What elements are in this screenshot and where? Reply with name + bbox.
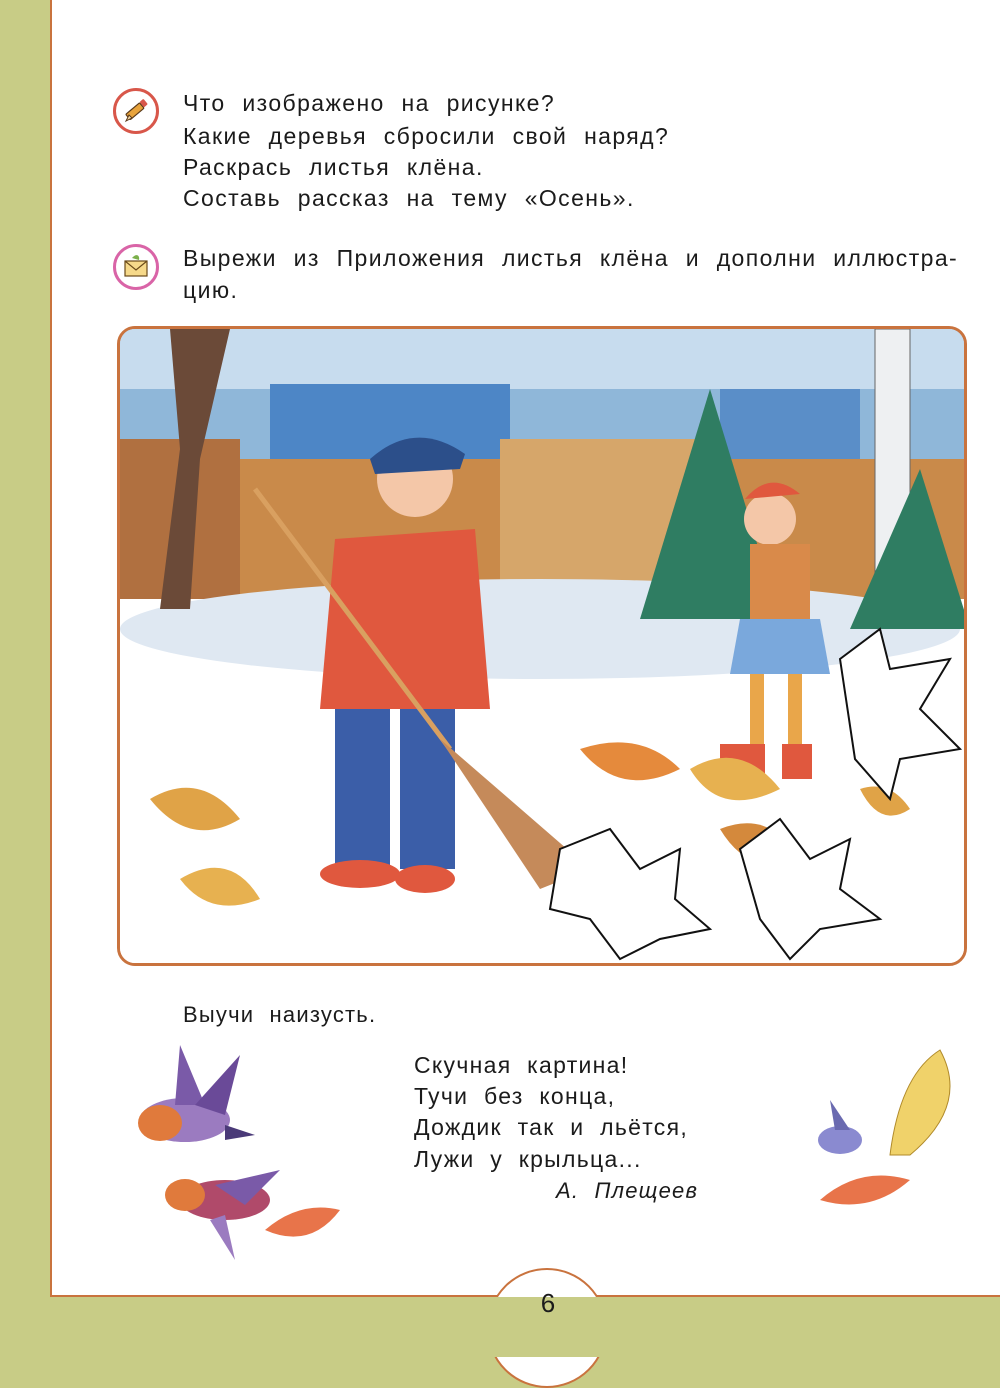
poem-line-3: Дождик так и льётся,	[414, 1114, 689, 1140]
poem-line-1: Скучная картина!	[414, 1052, 629, 1078]
task-line-3: Раскрась листья клёна.	[183, 154, 484, 180]
task-line-1: Что изображено на рисунке?	[183, 90, 556, 116]
task-line-2: Какие деревья сбросили свой наряд?	[183, 123, 670, 149]
leaves-illustration	[800, 1045, 970, 1225]
memorize-heading: Выучи наизусть.	[183, 1002, 377, 1027]
autumn-illustration	[117, 326, 967, 966]
poem-line-4: Лужи у крыльца...	[414, 1146, 642, 1172]
poem-author: А. Плещеев	[556, 1178, 699, 1203]
envelope-icon	[113, 244, 159, 290]
birds-illustration	[115, 1035, 355, 1265]
task-line-5: Вырежи из Приложения листья клёна и дополни иллюстра-	[183, 245, 959, 271]
page-number: 6	[540, 1288, 556, 1318]
task-line-6: цию.	[183, 277, 239, 303]
pencil-icon	[113, 88, 159, 134]
task-line-4: Составь рассказ на тему «Осень».	[183, 185, 635, 211]
poem-line-2: Тучи без конца,	[414, 1083, 616, 1109]
